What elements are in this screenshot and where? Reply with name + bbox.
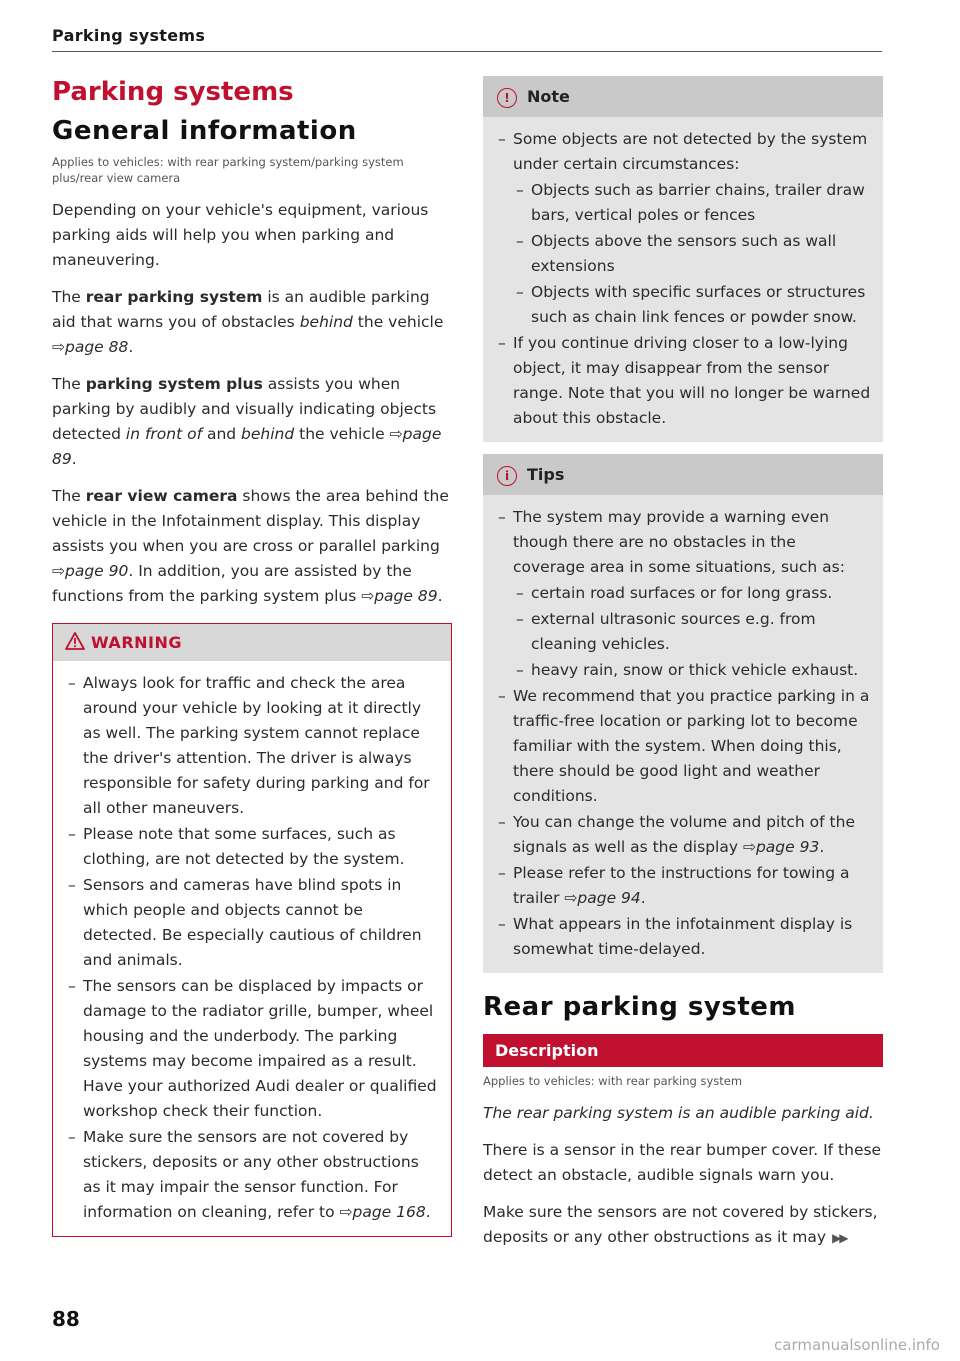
list-item: – Please note that some surfaces, such as clothing, are not detected by the system.	[65, 822, 439, 872]
list-item: – Please refer to the instructions for towing a trailer ⇨page 94.	[495, 861, 871, 911]
list-item: – You can change the volume and pitch of the signals as well as the display ⇨page 93.	[495, 810, 871, 860]
page-link[interactable]: page 94	[577, 889, 641, 907]
list-item: – Objects with specific surfaces or structures such as chain link fences or powder snow.	[513, 280, 871, 330]
running-header: Parking systems	[52, 26, 206, 45]
page-link[interactable]: page 93	[755, 838, 820, 856]
note-list	[495, 127, 871, 431]
note-header	[483, 76, 883, 117]
list-item: – We recommend that you practice parking in a traffic-free location or parking lot to become familiar with the system. When doing this, there should be good light and weather conditions.	[495, 684, 871, 809]
description-bar: Description	[483, 1034, 883, 1067]
header-divider	[52, 51, 882, 52]
list-item: – The sensors can be displaced by impacts or damage to the radiator grille, bumper, wheel housing and the underbody. The parking systems may become impaired as a result. Have your authorized Audi dealer or qualified workshop check their function.	[65, 974, 439, 1124]
warning-header	[53, 624, 451, 661]
warning-triangle-icon	[65, 632, 85, 650]
xref-arrow-icon: ⇨	[389, 425, 403, 443]
list-item: – If you continue driving closer to a low-lying object, it may disappear from the sensor range. Note that you will no longer be warned about this obstacle.	[495, 331, 871, 431]
list-item: – The system may provide a warning even though there are no obstacles in the coverage area in some situations, such as: – certain road surfaces or for long grass. – external ultrasonic sources e.g. from cleaning vehicles. – heavy rain, snow or thick vehicle exhaust.	[495, 505, 871, 683]
tips-list	[495, 505, 871, 962]
note-title: Note	[527, 87, 570, 106]
parking-plus-paragraph: The parking system plus assists you when parking by audibly and visually indicating objects detected in front of and behind the vehicle ⇨page 89.	[52, 375, 442, 468]
note-box	[483, 76, 883, 442]
list-item: – certain road surfaces or for long grass.	[513, 581, 871, 606]
warning-title: WARNING	[91, 633, 182, 652]
list-item: – Always look for traffic and check the area around your vehicle by looking at it directly as well. The parking system cannot replace the driver's attention. The driver is always responsible for safety during parking and for all other maneuvers.	[65, 671, 439, 821]
warning-list	[65, 671, 439, 1225]
section-title-rear: Rear parking system	[483, 992, 796, 1022]
page-link[interactable]: page 89	[374, 587, 438, 605]
right-column	[483, 76, 883, 1263]
left-column	[52, 76, 452, 1237]
continuation-paragraph: Make sure the sensors are not covered by stickers, deposits or any other obstructions as it may ▶▶	[483, 1203, 878, 1246]
rear-camera-paragraph: The rear view camera shows the area behind the vehicle in the Infotainment display. This display assists you when you are cross or parallel parking ⇨page 90. In addition, you are assisted by the functions from the parking system plus ⇨page 89.	[52, 487, 449, 605]
exclamation-circle-icon: !	[497, 88, 517, 108]
tips-box	[483, 454, 883, 973]
xref-arrow-icon: ⇨	[564, 889, 578, 907]
list-item: – external ultrasonic sources e.g. from cleaning vehicles.	[513, 607, 871, 657]
applies-note: Applies to vehicles: with rear parking system	[483, 1074, 743, 1088]
page-link[interactable]: page 168	[352, 1203, 426, 1221]
continue-arrow-icon: ▶▶	[832, 1231, 847, 1245]
list-item: – Objects such as barrier chains, trailer draw bars, vertical poles or fences	[513, 178, 871, 228]
page-link[interactable]: page 88	[65, 338, 129, 356]
rear-parking-paragraph: The rear parking system is an audible parking aid that warns you of obstacles behind the vehicle ⇨page 88.	[52, 288, 444, 356]
applies-note: Applies to vehicles: with rear parking system/parking system plus/rear view camera	[52, 155, 404, 185]
xref-arrow-icon: ⇨	[52, 562, 65, 580]
section-title-general: General information	[52, 116, 357, 146]
page-link[interactable]: page 89	[52, 425, 442, 468]
xref-arrow-icon: ⇨	[339, 1203, 353, 1221]
list-item: – Sensors and cameras have blind spots in which people and objects cannot be detected. Be especially cautious of children and animals.	[65, 873, 439, 973]
watermark: carmanualsonline.info	[774, 1336, 940, 1354]
list-item: – Make sure the sensors are not covered by stickers, deposits or any other obstructions as it may impair the sensor function. For information on cleaning, refer to ⇨page 168.	[65, 1125, 439, 1225]
page-link[interactable]: page 90	[65, 562, 129, 580]
xref-arrow-icon: ⇨	[742, 838, 756, 856]
xref-arrow-icon: ⇨	[52, 338, 65, 356]
tips-sublist	[513, 581, 871, 683]
xref-arrow-icon: ⇨	[361, 587, 375, 605]
warning-box	[52, 623, 452, 1237]
tips-title: Tips	[527, 465, 565, 484]
list-item: – What appears in the infotainment display is somewhat time-delayed.	[495, 912, 871, 962]
list-item: – Objects above the sensors such as wall extensions	[513, 229, 871, 279]
tips-header	[483, 454, 883, 495]
lead-paragraph: The rear parking system is an audible parking aid.	[483, 1104, 874, 1122]
sensor-paragraph: There is a sensor in the rear bumper cover. If these detect an obstacle, audible signals warn you.	[483, 1141, 882, 1184]
list-item: – Some objects are not detected by the system under certain circumstances: – Objects such as barrier chains, trailer draw bars, vertical poles or fences – Objects above the sensors such as wall extensions – Objects with specific surfaces or structures such as chain link fences or powder snow.	[495, 127, 871, 330]
list-item: – heavy rain, snow or thick vehicle exhaust.	[513, 658, 871, 683]
page-number: 88	[52, 1307, 80, 1331]
info-circle-icon: i	[497, 466, 517, 486]
intro-paragraph: Depending on your vehicle's equipment, various parking aids will help you when parking and maneuvering.	[52, 201, 429, 269]
chapter-title: Parking systems	[52, 77, 294, 107]
note-sublist	[513, 178, 871, 330]
